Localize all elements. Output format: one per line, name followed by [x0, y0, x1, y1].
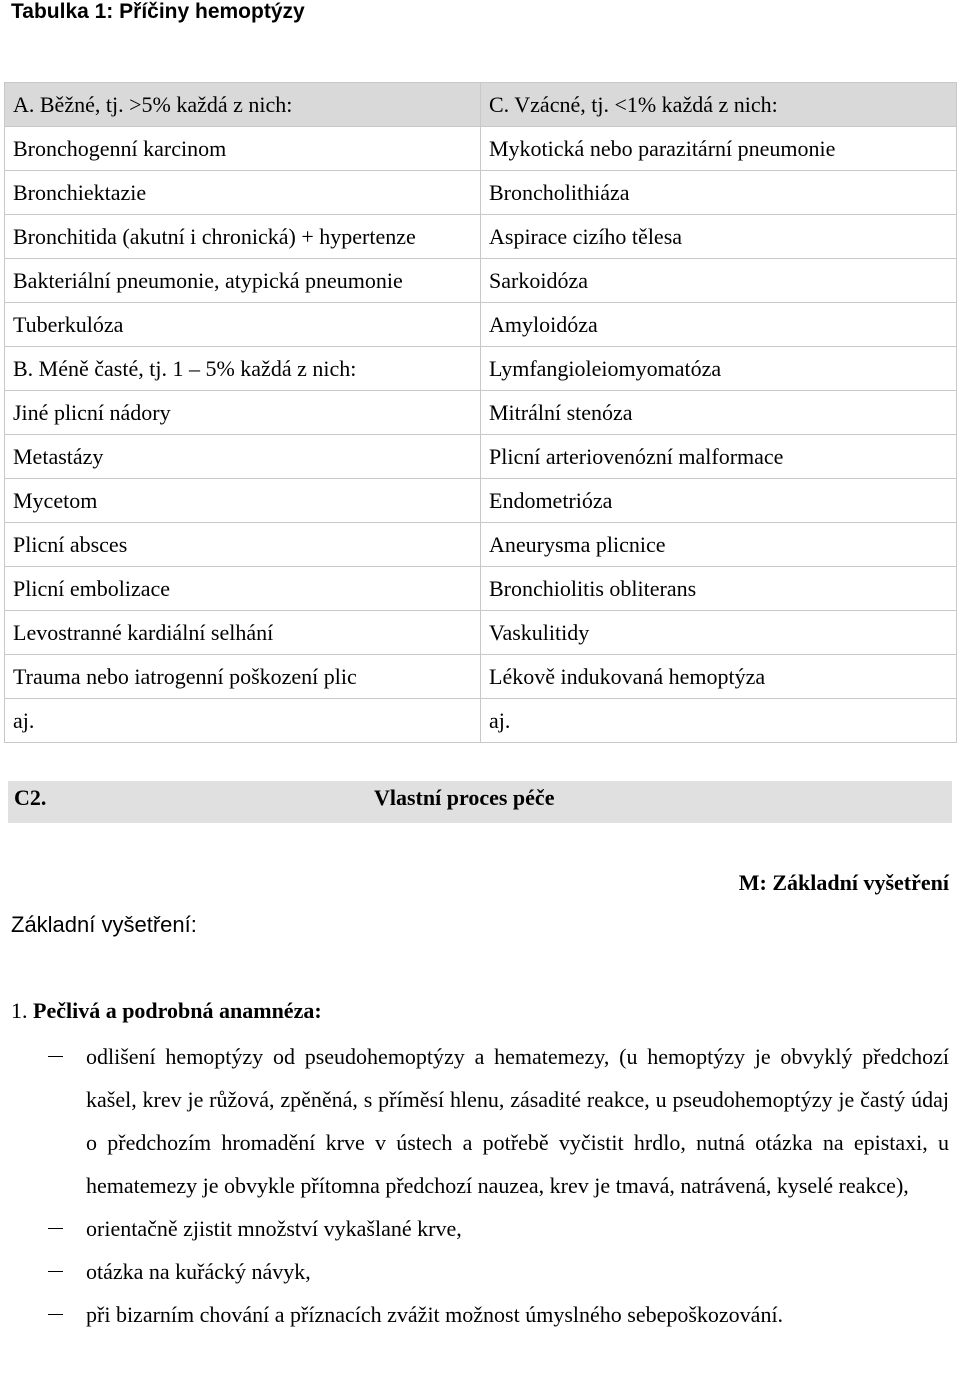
- table-row: [5, 127, 957, 171]
- cause-cell-right: Lymfangioleiomyomatóza: [481, 347, 957, 391]
- cause-cell-left: B. Méně časté, tj. 1 – 5% každá z nich:: [5, 347, 481, 391]
- list-item: [0, 1250, 960, 1293]
- dash-bullet-icon: [48, 1271, 63, 1272]
- cause-cell-left: aj.: [5, 699, 481, 743]
- anamnesis-heading-text: Pečlivá a podrobná anamnéza:: [33, 998, 322, 1023]
- list-item-text: orientačně zjistit množství vykašlané krve,: [86, 1216, 462, 1241]
- list-item-text: při bizarním chování a příznacích zvážit možnost úmyslného sebepoškozování.: [86, 1302, 784, 1327]
- cause-cell-left: Levostranné kardiální selhání: [5, 611, 481, 655]
- table-row: [5, 435, 957, 479]
- section-title: Vlastní proces péče: [374, 785, 555, 810]
- cause-cell-left: Bakteriální pneumonie, atypická pneumonie: [5, 259, 481, 303]
- table-row: [5, 523, 957, 567]
- anamnesis-list: [0, 1035, 960, 1336]
- cause-cell-right: aj.: [481, 699, 957, 743]
- dash-bullet-icon: [48, 1056, 63, 1057]
- table-row: [5, 347, 957, 391]
- cause-cell-left: Plicní embolizace: [5, 567, 481, 611]
- section-number: C2.: [14, 785, 47, 810]
- cause-cell-left: Plicní absces: [5, 523, 481, 567]
- hemoptysis-causes-table: [4, 82, 957, 743]
- table-row: [5, 215, 957, 259]
- table-row: [5, 655, 957, 699]
- cause-cell-left: Jiné plicní nádory: [5, 391, 481, 435]
- header-common-causes: A. Běžné, tj. >5% každá z nich:: [5, 83, 481, 127]
- cause-cell-left: Mycetom: [5, 479, 481, 523]
- cause-cell-right: Vaskulitidy: [481, 611, 957, 655]
- cause-cell-left: Bronchogenní karcinom: [5, 127, 481, 171]
- table-row: [5, 699, 957, 743]
- list-item: [0, 1035, 960, 1207]
- cause-cell-left: Tuberkulóza: [5, 303, 481, 347]
- cause-cell-right: Mykotická nebo parazitární pneumonie: [481, 127, 957, 171]
- table-caption: Tabulka 1: Příčiny hemoptýzy: [11, 0, 305, 23]
- cause-cell-right: Lékově indukovaná hemoptýza: [481, 655, 957, 699]
- anamnesis-heading: [11, 996, 322, 1026]
- anamnesis-number: 1.: [11, 998, 28, 1023]
- cause-cell-right: Aspirace cizího tělesa: [481, 215, 957, 259]
- table-row: [5, 259, 957, 303]
- table-row: [5, 391, 957, 435]
- table-row: [5, 171, 957, 215]
- cause-cell-right: Broncholithiáza: [481, 171, 957, 215]
- cause-cell-right: Aneurysma plicnice: [481, 523, 957, 567]
- dash-bullet-icon: [48, 1314, 63, 1315]
- cause-cell-left: Bronchitida (akutní i chronická) + hypertenze: [5, 215, 481, 259]
- list-item: [0, 1293, 960, 1336]
- cause-cell-right: Endometrióza: [481, 479, 957, 523]
- list-item-text: odlišení hemoptýzy od pseudohemoptýzy a hematemezy, (u hemoptýzy je obvyklý předchozí kašel, krev je růžová, zpěněná, s příměsí hlenu, zásadité reakce, u pseudohemoptýzy je častý údaj o předchozím hromadění krve v ústech a potřebě vyčistit hrdlo, nutná otázka na epistaxi, u hematemezy je obvykle přítomna předchozí nauzea, krev je tmavá, natrávená, kyselé reakce),: [86, 1044, 949, 1198]
- cause-cell-left: Bronchiektazie: [5, 171, 481, 215]
- cause-cell-right: Plicní arteriovenózní malformace: [481, 435, 957, 479]
- margin-label: M: Základní vyšetření: [738, 870, 949, 895]
- cause-cell-left: Trauma nebo iatrogenní poškození plic: [5, 655, 481, 699]
- list-item: [0, 1207, 960, 1250]
- basic-exam-heading: Základní vyšetření:: [11, 912, 197, 937]
- section-bar: [8, 781, 952, 823]
- cause-cell-right: Bronchiolitis obliterans: [481, 567, 957, 611]
- cause-cell-right: Mitrální stenóza: [481, 391, 957, 435]
- table-row: [5, 567, 957, 611]
- table-row: [5, 303, 957, 347]
- cause-cell-right: Sarkoidóza: [481, 259, 957, 303]
- list-item-text: otázka na kuřácký návyk,: [86, 1259, 311, 1284]
- table-row: [5, 479, 957, 523]
- dash-bullet-icon: [48, 1228, 63, 1229]
- cause-cell-left: Metastázy: [5, 435, 481, 479]
- cause-cell-right: Amyloidóza: [481, 303, 957, 347]
- table-header-row: [5, 83, 957, 127]
- table-row: [5, 611, 957, 655]
- header-rare-causes: C. Vzácné, tj. <1% každá z nich:: [481, 83, 957, 127]
